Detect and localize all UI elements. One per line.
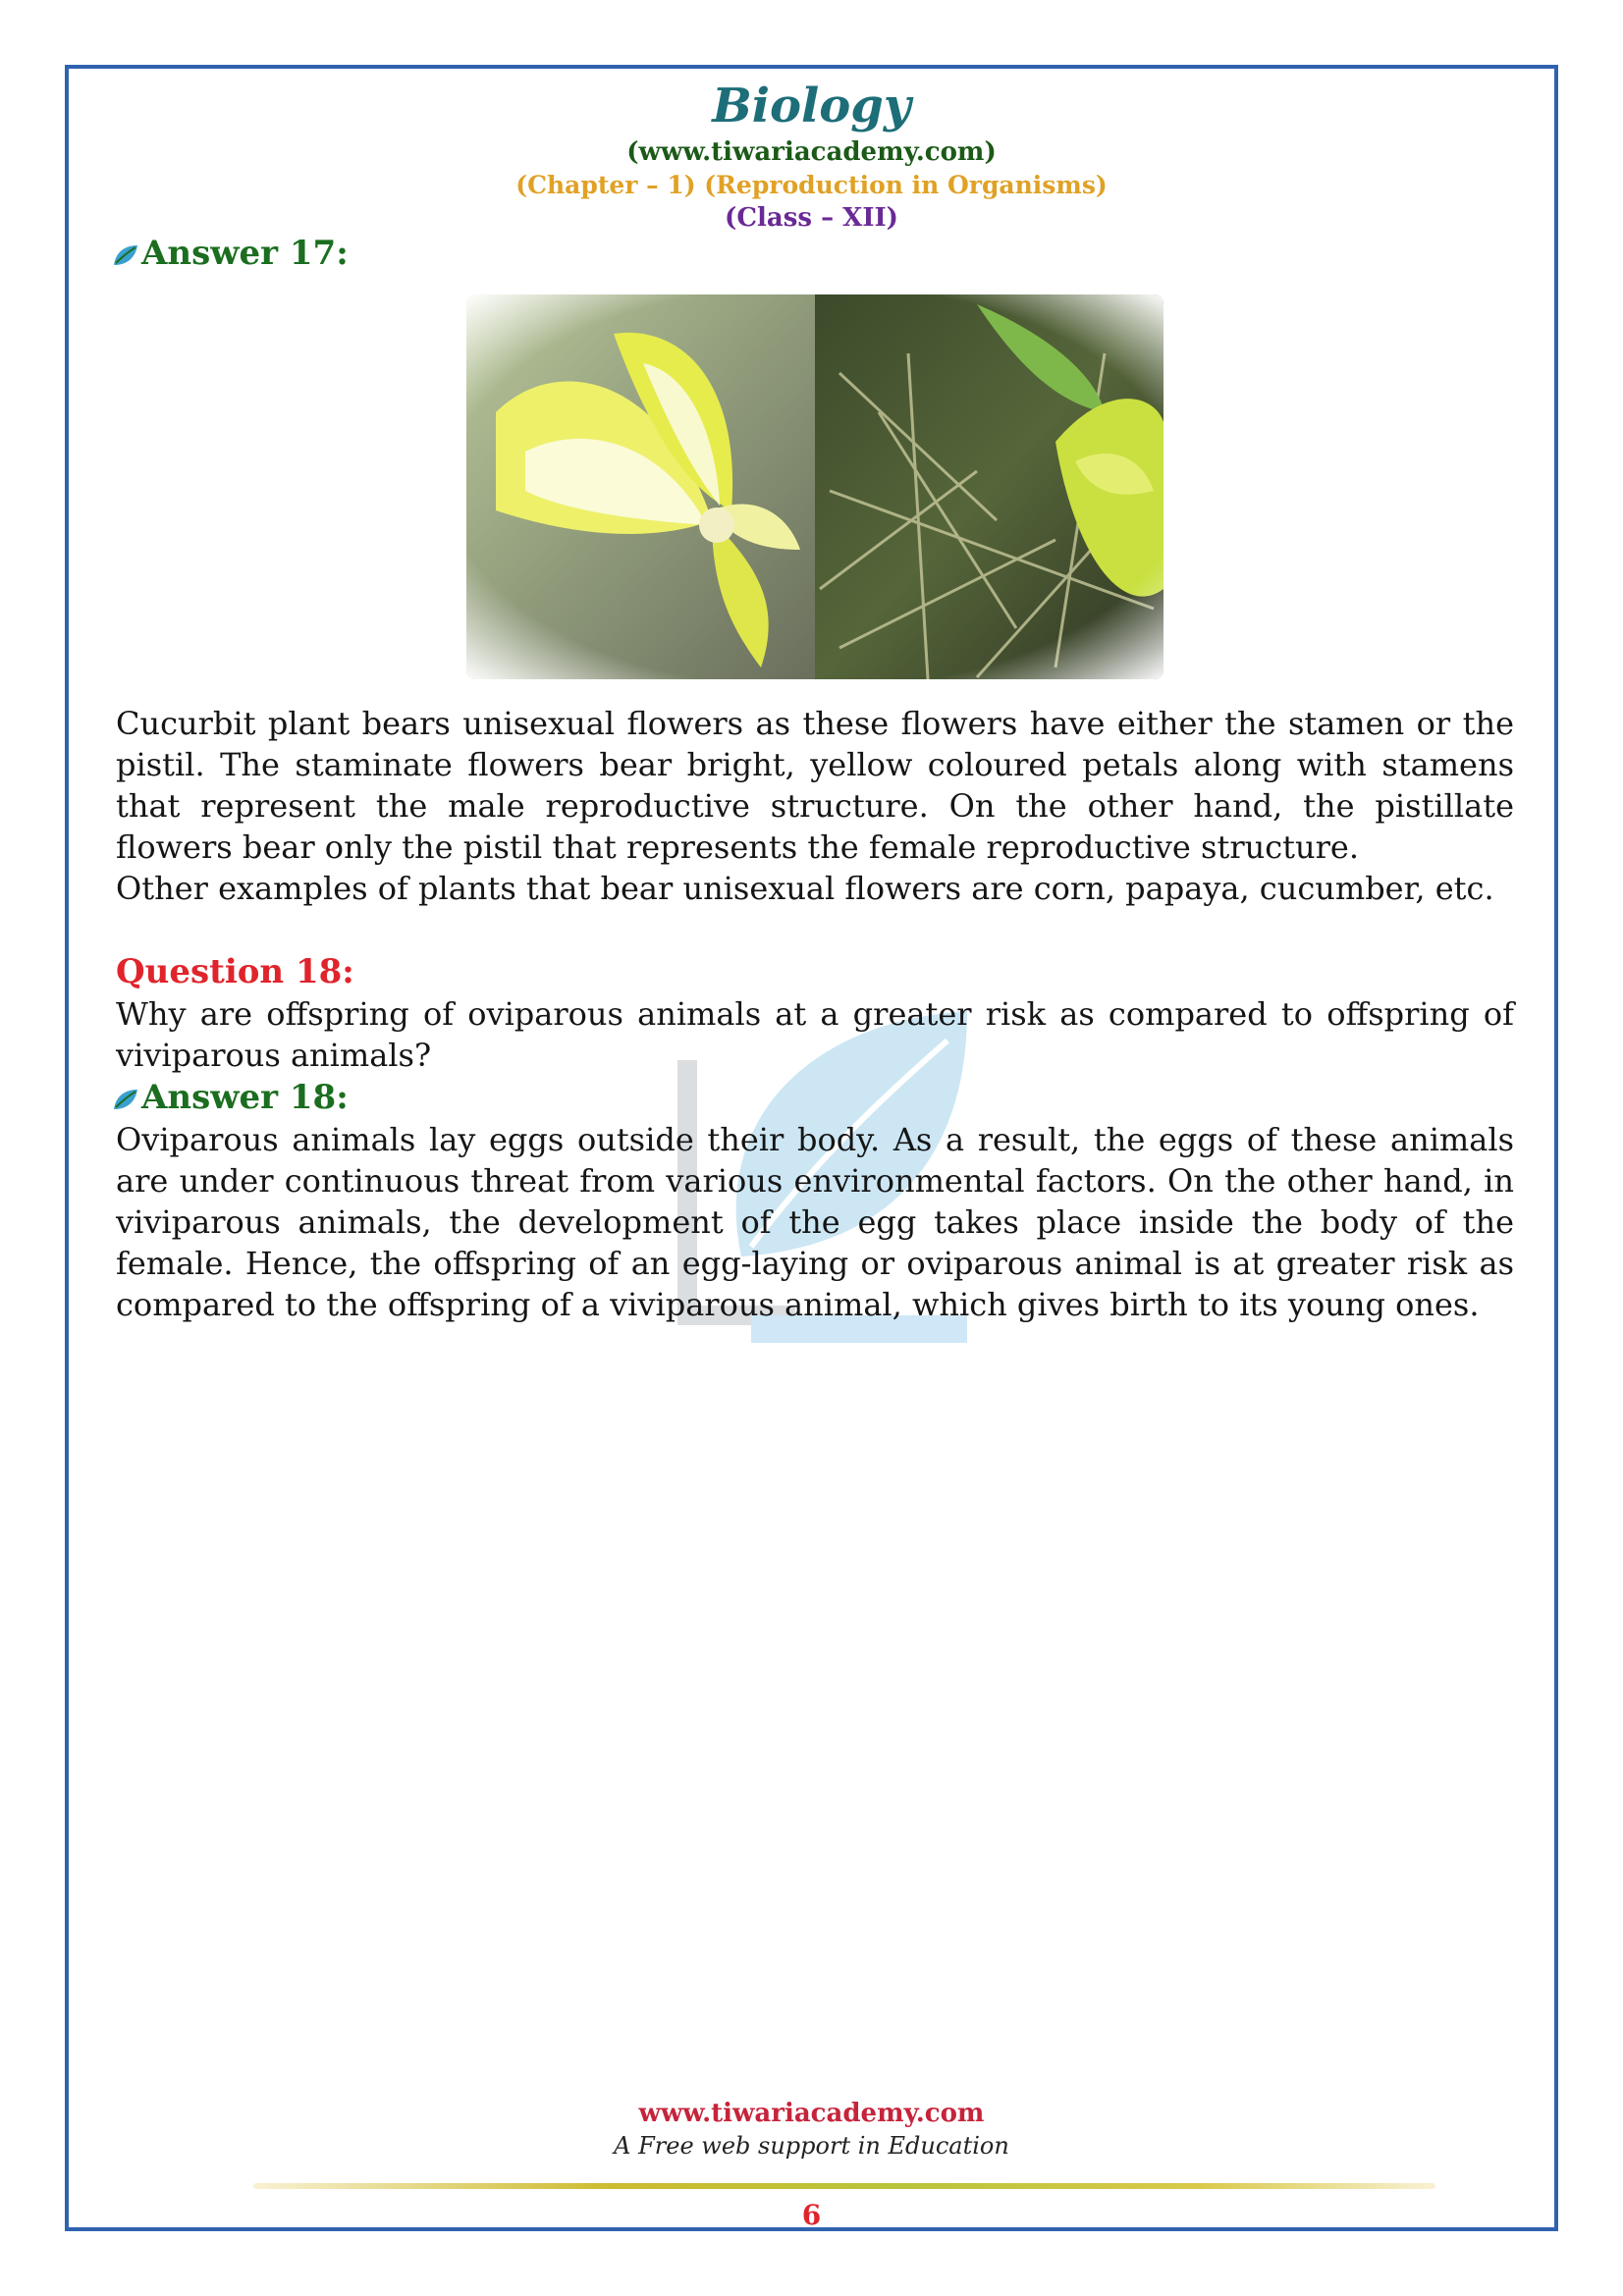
header-website: (www.tiwariacademy.com) <box>626 137 997 167</box>
answer-17-heading <box>112 234 349 273</box>
answer-17-paragraph: Cucurbit plant bears unisexual flowers as these flowers have either the stamen or the pistil. The staminate flowers bear bright, yellow coloured petals along with stamens that represent the male reproductive structure. On the other hand, the pistillate flowers bear only the pistil that represents the female reproductive structure. <box>116 705 1514 866</box>
header-chapter: (Chapter – 1) (Reproduction in Organisms) <box>515 171 1108 199</box>
footer-divider <box>253 2183 1435 2189</box>
footer-website: www.tiwariacademy.com <box>638 2099 985 2128</box>
page-title: Biology <box>712 79 911 133</box>
flower-photo-illustration <box>466 294 1163 679</box>
question-18-heading: Question 18: <box>116 952 354 991</box>
leaf-bullet-icon <box>112 243 139 267</box>
page-number: 6 <box>801 2199 822 2231</box>
answer-17-label: Answer 17: <box>141 234 349 273</box>
header-class: (Class – XII) <box>725 203 898 233</box>
question-18-text: Why are offspring of oviparous animals at a greater risk as compared to offspring of viviparous animals? <box>116 995 1514 1074</box>
answer-17-examples: Other examples of plants that bear unisexual flowers are corn, papaya, cucumber, etc. <box>116 870 1494 907</box>
cucurbit-flowers-image <box>466 294 1163 679</box>
footer-tagline: A Free web support in Education <box>614 2132 1009 2160</box>
answer-18-paragraph: Oviparous animals lay eggs outside their body. As a result, the eggs of these animals are under continuous threat from various environmental factors. On the other hand, in viviparous animals, the development of the egg takes place inside the body of the female. Hence, the offspring of an egg-laying or oviparous animal is at greater risk as compared to the offspring of a viviparous animal, which gives birth to its young ones. <box>116 1121 1514 1323</box>
answer-18-label: Answer 18: <box>141 1078 349 1117</box>
leaf-bullet-icon <box>112 1088 139 1111</box>
answer-18-heading <box>112 1078 349 1117</box>
